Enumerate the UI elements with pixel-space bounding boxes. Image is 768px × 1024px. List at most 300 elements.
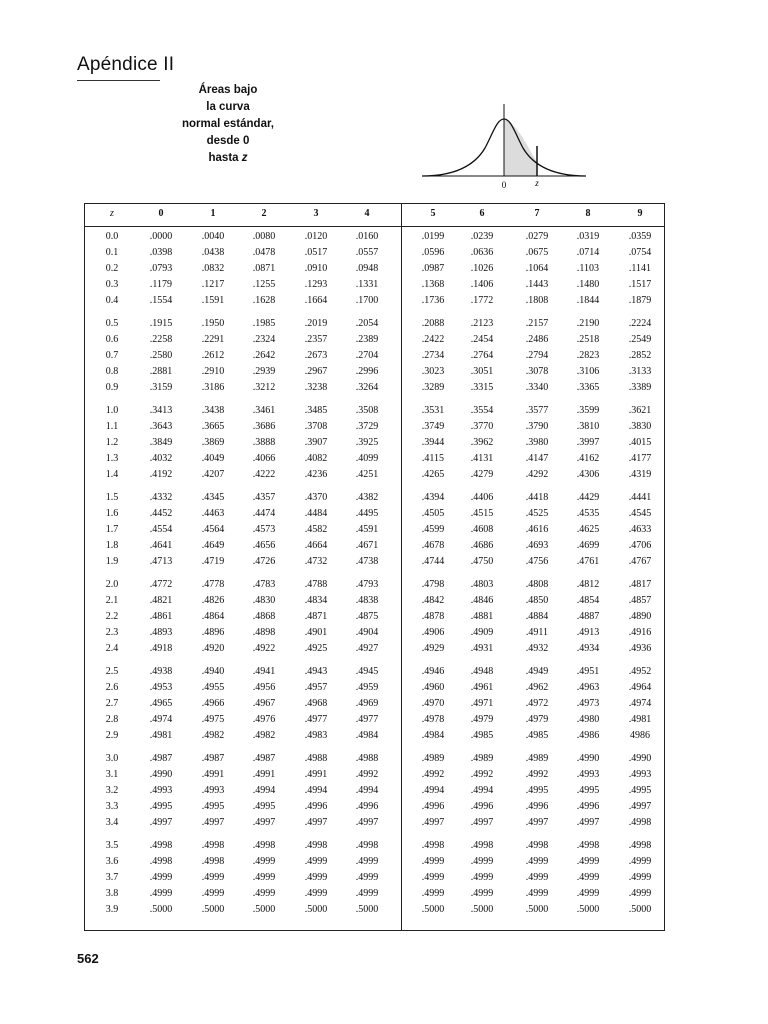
table-cell: .4943 — [304, 666, 328, 677]
table-cell: .4984 — [421, 730, 445, 741]
column-divider — [401, 203, 402, 931]
table-cell: .4671 — [355, 540, 379, 551]
table-cell: .3554 — [470, 405, 494, 416]
z-value-cell: 3.3 — [105, 801, 119, 812]
header-rule — [84, 226, 665, 227]
table-cell: .3289 — [421, 382, 445, 393]
table-cell: .4997 — [576, 817, 600, 828]
table-cell: .4973 — [576, 698, 600, 709]
table-cell: .1255 — [252, 279, 276, 290]
table-cell: .4994 — [304, 785, 328, 796]
table-cell: .5000 — [252, 904, 276, 915]
z-value-cell: 2.5 — [105, 666, 119, 677]
table-cell: .4979 — [470, 714, 494, 725]
table-cell: .1103 — [576, 263, 600, 274]
table-cell: .3340 — [525, 382, 549, 393]
table-cell: .4920 — [201, 643, 225, 654]
table-cell: .4875 — [355, 611, 379, 622]
table-cell: .4976 — [252, 714, 276, 725]
table-cell: .4972 — [525, 698, 549, 709]
table-cell: .4686 — [470, 540, 494, 551]
table-cell: .4994 — [355, 785, 379, 796]
table-cell: .4981 — [149, 730, 173, 741]
table-cell: .4989 — [470, 753, 494, 764]
table-cell: .4999 — [421, 856, 445, 867]
z-value-cell: 2.0 — [105, 579, 119, 590]
table-cell: .4999 — [201, 872, 225, 883]
caption-prefix: hasta — [208, 152, 242, 164]
table-cell: .4535 — [576, 508, 600, 519]
z-label: z — [535, 178, 539, 188]
table-cell: .4999 — [525, 888, 549, 899]
table-cell: .4999 — [470, 856, 494, 867]
table-cell: .4911 — [525, 627, 549, 638]
caption-variable: z — [241, 152, 248, 164]
z-value-cell: 3.6 — [105, 856, 119, 867]
table-cell: .4032 — [149, 453, 173, 464]
table-cell: .5000 — [525, 904, 549, 915]
table-cell: .3389 — [628, 382, 652, 393]
table-cell: .5000 — [628, 904, 652, 915]
table-cell: .3925 — [355, 437, 379, 448]
column-header: 0 — [158, 208, 164, 219]
table-cell: .4830 — [252, 595, 276, 606]
table-cell: .4821 — [149, 595, 173, 606]
table-cell: .4115 — [421, 453, 445, 464]
table-cell: .4909 — [470, 627, 494, 638]
table-cell: .4978 — [421, 714, 445, 725]
table-cell: .0199 — [421, 231, 445, 242]
table-cell: .4893 — [149, 627, 173, 638]
table-cell: .4306 — [576, 469, 600, 480]
z-value-cell: 1.7 — [105, 524, 119, 535]
table-cell: .5000 — [201, 904, 225, 915]
column-header: 3 — [313, 208, 319, 219]
z-value-cell: 3.1 — [105, 769, 119, 780]
table-cell: .2157 — [525, 318, 549, 329]
table-cell: .4099 — [355, 453, 379, 464]
table-cell: .5000 — [149, 904, 173, 915]
table-cell: .1844 — [576, 295, 600, 306]
z-value-cell: 1.6 — [105, 508, 119, 519]
table-cell: .4980 — [576, 714, 600, 725]
table-cell: .4846 — [470, 595, 494, 606]
z-value-cell: 2.6 — [105, 682, 119, 693]
table-cell: .3413 — [149, 405, 173, 416]
table-cell: .4706 — [628, 540, 652, 551]
table-cell: .4983 — [304, 730, 328, 741]
table-cell: .4793 — [355, 579, 379, 590]
table-cell: .0832 — [201, 263, 225, 274]
table-cell: .1443 — [525, 279, 549, 290]
table-cell: .4898 — [252, 627, 276, 638]
table-cell: .4345 — [201, 492, 225, 503]
table-cell: .4357 — [252, 492, 276, 503]
table-cell: .4222 — [252, 469, 276, 480]
table-cell: .4713 — [149, 556, 173, 567]
table-cell: .4962 — [525, 682, 549, 693]
table-cell: .2549 — [628, 334, 652, 345]
table-cell: .2054 — [355, 318, 379, 329]
column-header: 7 — [534, 208, 540, 219]
z-value-cell: 3.2 — [105, 785, 119, 796]
table-cell: .4998 — [421, 840, 445, 851]
table-cell: .4990 — [576, 753, 600, 764]
table-cell: .4934 — [576, 643, 600, 654]
table-cell: .1664 — [304, 295, 328, 306]
table-cell: .4995 — [576, 785, 600, 796]
table-cell: .0793 — [149, 263, 173, 274]
table-cell: .5000 — [576, 904, 600, 915]
table-cell: .4803 — [470, 579, 494, 590]
table-cell: .4265 — [421, 469, 445, 480]
table-cell: .2422 — [421, 334, 445, 345]
table-cell: .4495 — [355, 508, 379, 519]
z-value-cell: 2.2 — [105, 611, 119, 622]
table-cell: .1217 — [201, 279, 225, 290]
table-cell: .4986 — [576, 730, 600, 741]
table-cell: .4999 — [525, 872, 549, 883]
table-cell: .4948 — [470, 666, 494, 677]
table-cell: .4960 — [421, 682, 445, 693]
column-header: 4 — [364, 208, 370, 219]
z-value-cell: 1.1 — [105, 421, 119, 432]
table-cell: .3577 — [525, 405, 549, 416]
table-cell: .4826 — [201, 595, 225, 606]
table-cell: .4641 — [149, 540, 173, 551]
table-cell: .4987 — [201, 753, 225, 764]
table-cell: .3643 — [149, 421, 173, 432]
table-cell: .4998 — [470, 840, 494, 851]
table-cell: .4999 — [149, 872, 173, 883]
z-value-cell: 0.7 — [105, 350, 119, 361]
table-cell: .4918 — [149, 643, 173, 654]
z-value-cell: 3.4 — [105, 817, 119, 828]
table-cell: .2019 — [304, 318, 328, 329]
table-cell: .4951 — [576, 666, 600, 677]
table-cell: .4998 — [525, 840, 549, 851]
table-cell: .4370 — [304, 492, 328, 503]
table-cell: .4989 — [525, 753, 549, 764]
table-cell: .3264 — [355, 382, 379, 393]
table-cell: .4177 — [628, 453, 652, 464]
table-cell: .1628 — [252, 295, 276, 306]
table-cell: .4999 — [470, 888, 494, 899]
table-cell: .0239 — [470, 231, 494, 242]
caption-line: desde 0 — [206, 135, 250, 147]
table-cell: .5000 — [470, 904, 494, 915]
table-cell: .3133 — [628, 366, 652, 377]
table-cell: .3665 — [201, 421, 225, 432]
table-cell: .4656 — [252, 540, 276, 551]
table-cell: .4998 — [628, 840, 652, 851]
table-cell: .2224 — [628, 318, 652, 329]
column-header: 6 — [479, 208, 485, 219]
table-cell: .4744 — [421, 556, 445, 567]
table-cell: .4834 — [304, 595, 328, 606]
table-cell: .4992 — [525, 769, 549, 780]
table-cell: .4996 — [576, 801, 600, 812]
table-cell: .5000 — [421, 904, 445, 915]
table-cell: .2454 — [470, 334, 494, 345]
table-cell: .4968 — [304, 698, 328, 709]
z-value-cell: 2.1 — [105, 595, 119, 606]
table-cell: .2794 — [525, 350, 549, 361]
table-cell: .4999 — [421, 872, 445, 883]
table-cell: .4938 — [149, 666, 173, 677]
table-cell: .3749 — [421, 421, 445, 432]
table-cell: .1915 — [149, 318, 173, 329]
table-cell: .0040 — [201, 231, 225, 242]
table-cell: 4986 — [630, 730, 650, 741]
title-underline — [77, 80, 160, 81]
z-value-cell: 0.9 — [105, 382, 119, 393]
table-cell: .4999 — [252, 888, 276, 899]
table-cell: .4999 — [628, 872, 652, 883]
table-cell: .4564 — [201, 524, 225, 535]
table-cell: .4996 — [304, 801, 328, 812]
table-cell: .4922 — [252, 643, 276, 654]
z-value-cell: 2.9 — [105, 730, 119, 741]
table-cell: .4878 — [421, 611, 445, 622]
table-cell: .4925 — [304, 643, 328, 654]
table-cell: .3810 — [576, 421, 600, 432]
table-cell: .0871 — [252, 263, 276, 274]
table-cell: .4998 — [149, 840, 173, 851]
table-cell: .4991 — [201, 769, 225, 780]
table-cell: .4995 — [252, 801, 276, 812]
table-cell: .0398 — [149, 247, 173, 258]
table-cell: .3686 — [252, 421, 276, 432]
table-cell: .4929 — [421, 643, 445, 654]
table-cell: .4463 — [201, 508, 225, 519]
table-cell: .2881 — [149, 366, 173, 377]
table-cell: .4989 — [421, 753, 445, 764]
table-cell: .4997 — [355, 817, 379, 828]
table-cell: .4982 — [252, 730, 276, 741]
table-cell: .4147 — [525, 453, 549, 464]
table-cell: .4992 — [421, 769, 445, 780]
table-cell: .4599 — [421, 524, 445, 535]
table-cell: .4970 — [421, 698, 445, 709]
table-cell: .4999 — [252, 872, 276, 883]
column-header: 2 — [261, 208, 267, 219]
table-cell: .0478 — [252, 247, 276, 258]
table-cell: .4066 — [252, 453, 276, 464]
table-cell: .4953 — [149, 682, 173, 693]
table-cell: .1331 — [355, 279, 379, 290]
table-cell: .4985 — [470, 730, 494, 741]
table-cell: .4406 — [470, 492, 494, 503]
table-cell: .4992 — [470, 769, 494, 780]
table-cell: .4999 — [576, 888, 600, 899]
table-cell: .2088 — [421, 318, 445, 329]
z-value-cell: 0.1 — [105, 247, 119, 258]
table-cell: .1591 — [201, 295, 225, 306]
table-cell: .4913 — [576, 627, 600, 638]
table-cell: .0160 — [355, 231, 379, 242]
table-cell: .2357 — [304, 334, 328, 345]
table-cell: .4817 — [628, 579, 652, 590]
table-cell: .4999 — [628, 888, 652, 899]
z-value-cell: 0.4 — [105, 295, 119, 306]
table-cell: .2518 — [576, 334, 600, 345]
table-cell: .3770 — [470, 421, 494, 432]
table-cell: .4394 — [421, 492, 445, 503]
table-cell: .0557 — [355, 247, 379, 258]
z-value-cell: 2.8 — [105, 714, 119, 725]
table-cell: .4554 — [149, 524, 173, 535]
table-cell: .2852 — [628, 350, 652, 361]
table-cell: .4932 — [525, 643, 549, 654]
table-cell: .1368 — [421, 279, 445, 290]
table-cell: .1700 — [355, 295, 379, 306]
table-cell: .4916 — [628, 627, 652, 638]
table-cell: .3106 — [576, 366, 600, 377]
table-cell: .4997 — [628, 801, 652, 812]
table-cell: .4927 — [355, 643, 379, 654]
table-cell: .4936 — [628, 643, 652, 654]
table-cell: .4999 — [304, 872, 328, 883]
table-cell: .0080 — [252, 231, 276, 242]
table-cell: .4966 — [201, 698, 225, 709]
z-value-cell: 1.9 — [105, 556, 119, 567]
table-cell: .2734 — [421, 350, 445, 361]
appendix-title: Apéndice II — [77, 54, 175, 75]
table-cell: .2190 — [576, 318, 600, 329]
table-cell: .4994 — [421, 785, 445, 796]
table-cell: .3849 — [149, 437, 173, 448]
table-cell: .4901 — [304, 627, 328, 638]
z-value-cell: 2.4 — [105, 643, 119, 654]
z-value-cell: 1.3 — [105, 453, 119, 464]
table-cell: .3830 — [628, 421, 652, 432]
table-cell: .3078 — [525, 366, 549, 377]
table-cell: .4957 — [304, 682, 328, 693]
table-cell: .4967 — [252, 698, 276, 709]
table-cell: .0675 — [525, 247, 549, 258]
table-cell: .2258 — [149, 334, 173, 345]
z-value-cell: 3.5 — [105, 840, 119, 851]
table-cell: .3461 — [252, 405, 276, 416]
table-cell: .4131 — [470, 453, 494, 464]
table-cell: .4998 — [304, 840, 328, 851]
table-cell: .4994 — [252, 785, 276, 796]
table-cell: .2580 — [149, 350, 173, 361]
table-cell: .4854 — [576, 595, 600, 606]
table-cell: .4999 — [628, 856, 652, 867]
table-cell: .1736 — [421, 295, 445, 306]
table-cell: .4997 — [252, 817, 276, 828]
zero-label: 0 — [501, 180, 507, 190]
table-cell: .4998 — [149, 856, 173, 867]
table-cell: .4864 — [201, 611, 225, 622]
table-cell: .4963 — [576, 682, 600, 693]
table-cell: .0517 — [304, 247, 328, 258]
z-value-cell: 3.9 — [105, 904, 119, 915]
z-value-cell: 2.7 — [105, 698, 119, 709]
table-cell: .4956 — [252, 682, 276, 693]
table-cell: .4693 — [525, 540, 549, 551]
table-cell: .3238 — [304, 382, 328, 393]
table-cell: .4987 — [252, 753, 276, 764]
z-value-cell: 0.0 — [105, 231, 119, 242]
table-cell: .4678 — [421, 540, 445, 551]
table-cell: .5000 — [355, 904, 379, 915]
table-cell: .4990 — [149, 769, 173, 780]
table-cell: .4997 — [421, 817, 445, 828]
table-cell: .2324 — [252, 334, 276, 345]
table-cell: .0714 — [576, 247, 600, 258]
table-cell: .4429 — [576, 492, 600, 503]
table-cell: .4999 — [355, 888, 379, 899]
table-cell: .4965 — [149, 698, 173, 709]
table-cell: .1950 — [201, 318, 225, 329]
table-cell: .2823 — [576, 350, 600, 361]
table-cell: .4842 — [421, 595, 445, 606]
table-cell: .4961 — [470, 682, 494, 693]
table-cell: .4997 — [149, 817, 173, 828]
z-value-cell: 1.2 — [105, 437, 119, 448]
z-value-cell: 0.3 — [105, 279, 119, 290]
table-cell: .4608 — [470, 524, 494, 535]
table-cell: .4945 — [355, 666, 379, 677]
z-value-cell: 3.0 — [105, 753, 119, 764]
table-cell: .4995 — [201, 801, 225, 812]
table-cell: .4969 — [355, 698, 379, 709]
table-cell: .4931 — [470, 643, 494, 654]
table-cell: .0000 — [149, 231, 173, 242]
table-cell: .3708 — [304, 421, 328, 432]
table-cell: .4982 — [201, 730, 225, 741]
table-cell: .4999 — [355, 856, 379, 867]
table-cell: .4987 — [149, 753, 173, 764]
table-cell: .4772 — [149, 579, 173, 590]
table-cell: .4999 — [201, 888, 225, 899]
table-caption — [172, 82, 284, 167]
table-cell: .4441 — [628, 492, 652, 503]
table-cell: .4993 — [201, 785, 225, 796]
table-cell: .4162 — [576, 453, 600, 464]
table-cell: .3997 — [576, 437, 600, 448]
table-cell: .3212 — [252, 382, 276, 393]
table-cell: .4756 — [525, 556, 549, 567]
z-value-cell: 1.4 — [105, 469, 119, 480]
table-cell: .2939 — [252, 366, 276, 377]
table-cell: .4049 — [201, 453, 225, 464]
z-value-cell: 0.2 — [105, 263, 119, 274]
table-cell: .4515 — [470, 508, 494, 519]
shaded-area — [504, 119, 537, 176]
table-cell: .1179 — [149, 279, 173, 290]
table-cell: .3023 — [421, 366, 445, 377]
table-cell: .4649 — [201, 540, 225, 551]
table-cell: .0754 — [628, 247, 652, 258]
table-cell: .3944 — [421, 437, 445, 448]
table-cell: .4382 — [355, 492, 379, 503]
table-cell: .0359 — [628, 231, 652, 242]
table-cell: .1808 — [525, 295, 549, 306]
table-cell: .3599 — [576, 405, 600, 416]
table-cell: .4582 — [304, 524, 328, 535]
table-cell: .4993 — [576, 769, 600, 780]
table-cell: .4996 — [421, 801, 445, 812]
table-cell: .3438 — [201, 405, 225, 416]
table-cell: .4418 — [525, 492, 549, 503]
table-cell: .2486 — [525, 334, 549, 345]
table-cell: .4998 — [355, 840, 379, 851]
table-cell: .4292 — [525, 469, 549, 480]
